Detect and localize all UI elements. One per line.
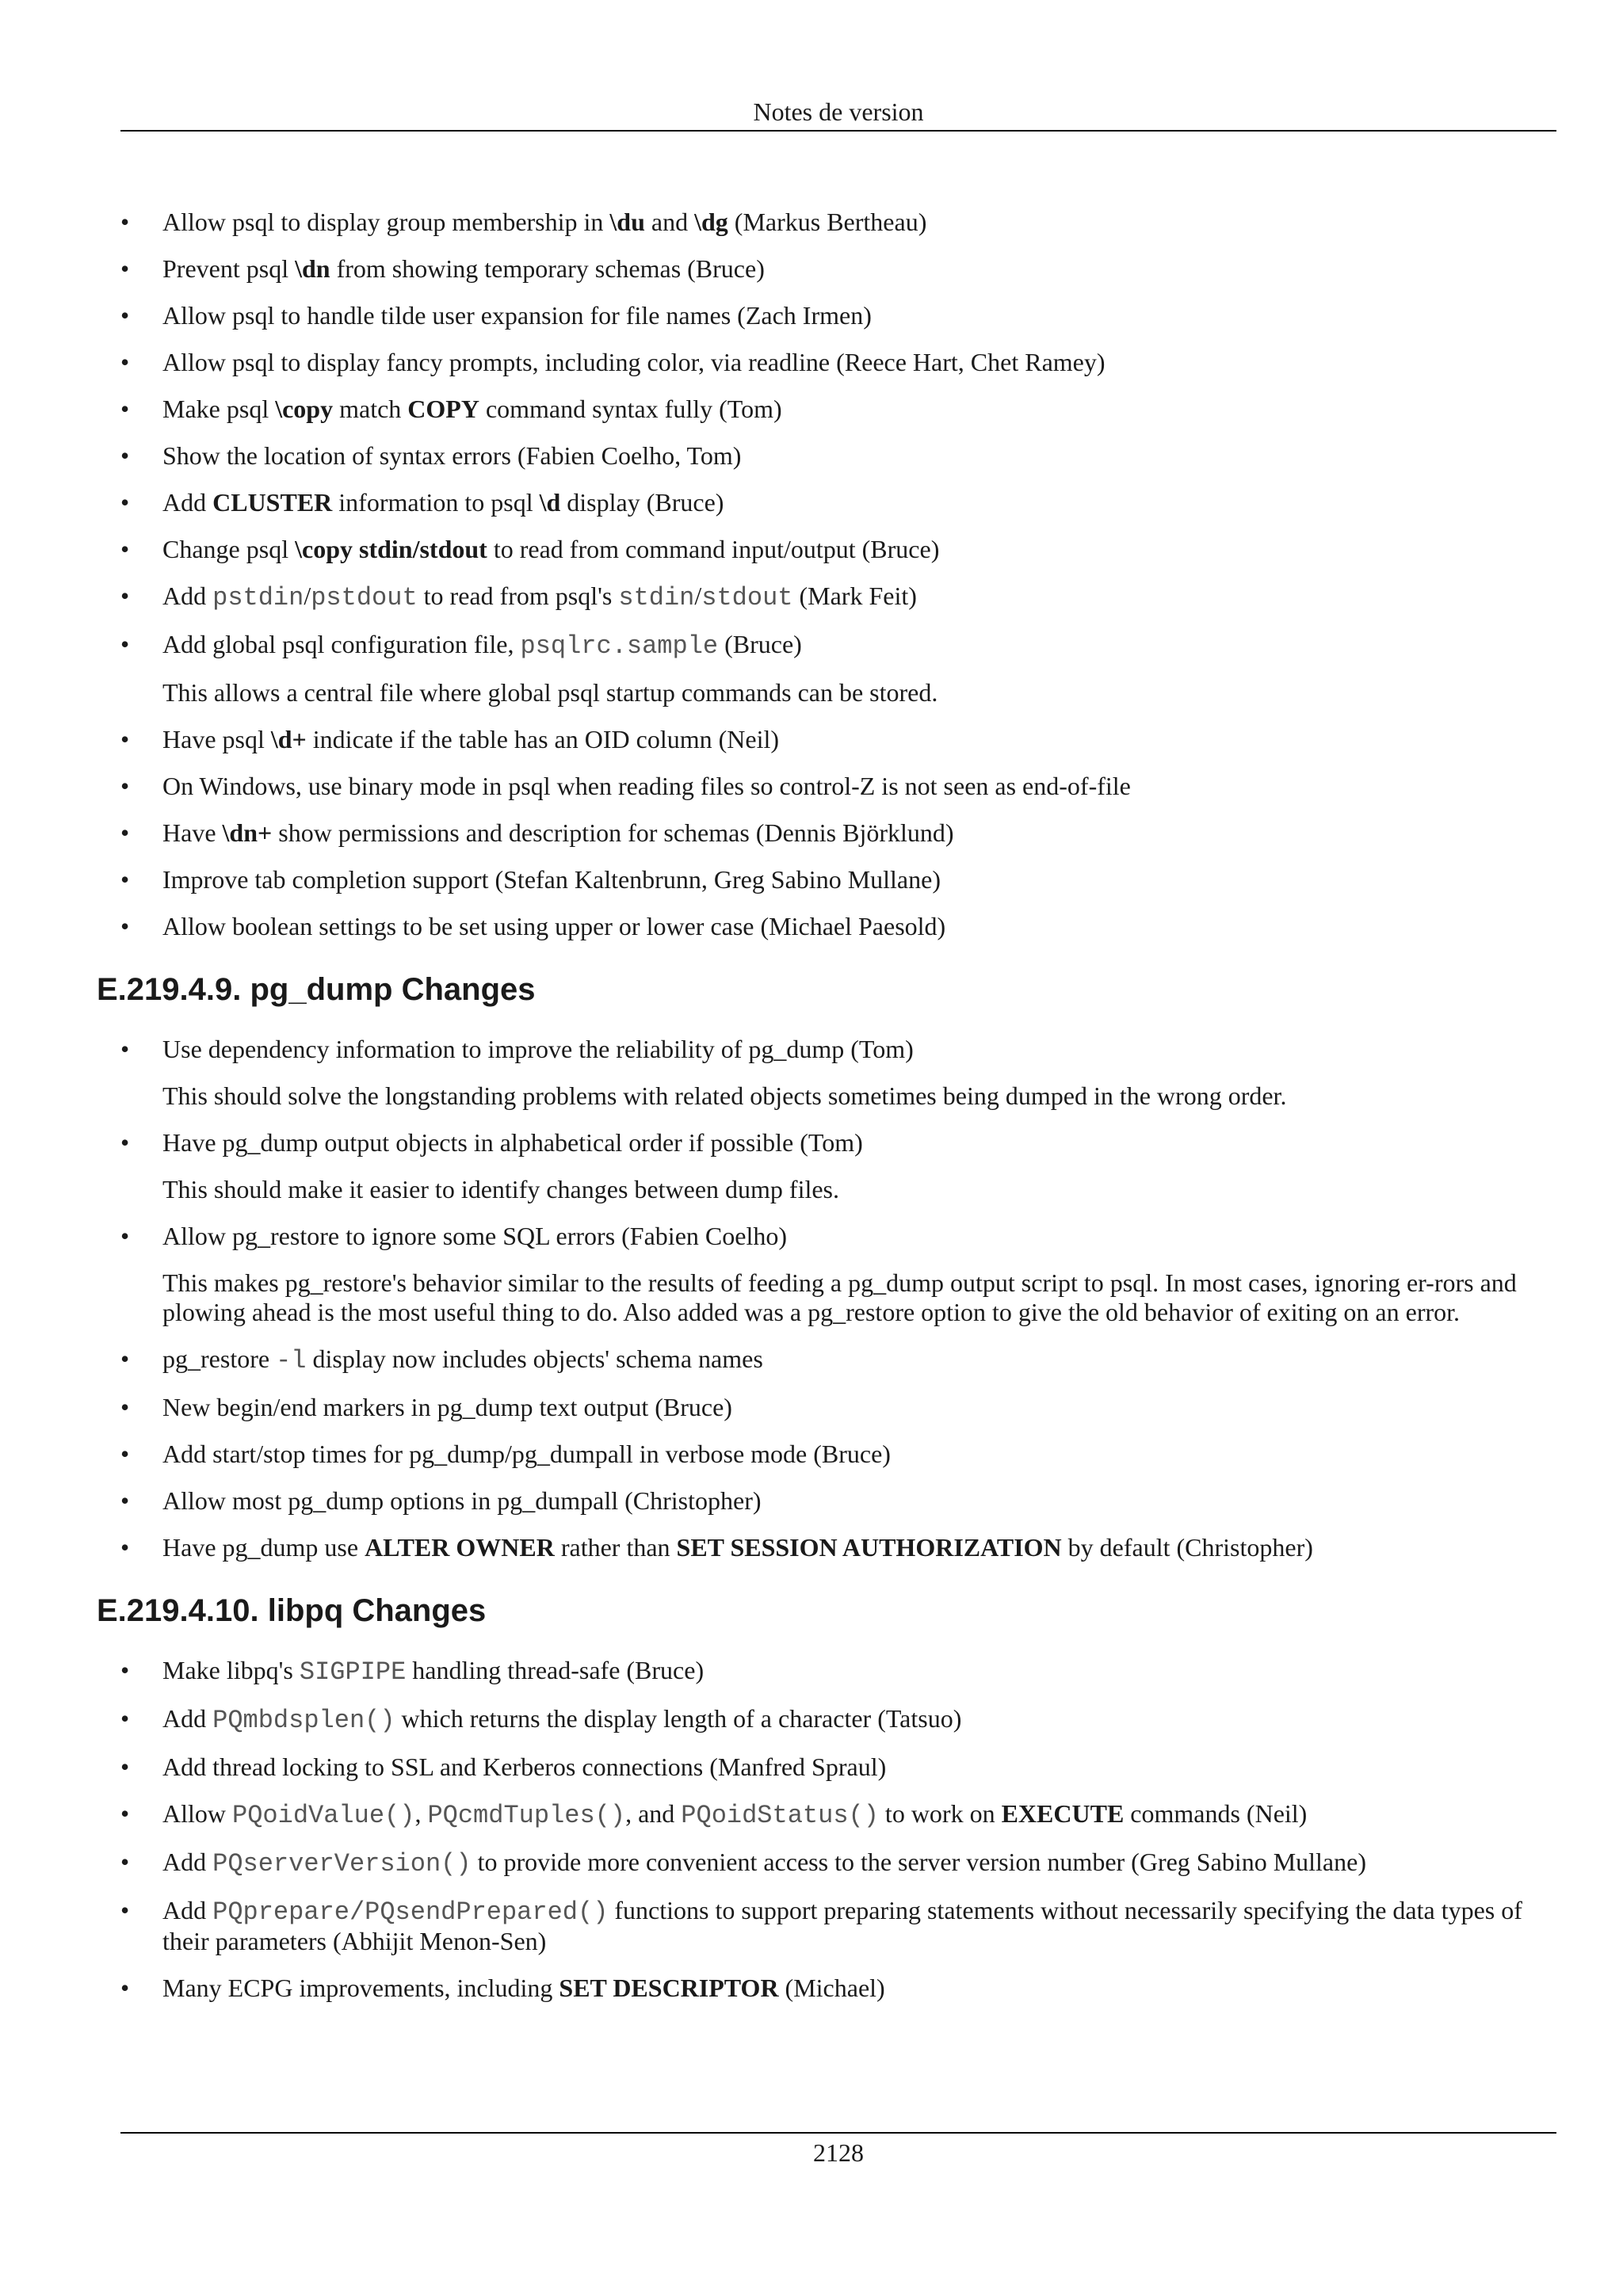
text-run: On Windows, use binary mode in psql when reading files so control-Z is not seen as end-of-file [162,772,1131,800]
item-text [162,1486,762,1515]
item-text [162,630,802,661]
list-item [120,725,1556,754]
text-run: command syntax fully (Tom) [479,395,782,423]
text-run: Improve tab completion support (Stefan Kaltenbrunn, Greg Sabino Mullane) [162,865,941,894]
command-name: SET DESCRIPTOR [559,1974,779,2002]
bullet-icon: • [120,1974,130,2002]
bullet-icon: • [120,1533,130,1562]
text-run: display (Bruce) [560,488,724,517]
text-run: Add [162,488,213,517]
text-run: Add thread locking to SSL and Kerberos connections (Manfred Spraul) [162,1753,887,1781]
bullet-icon: • [120,395,130,423]
bullet-icon: • [120,488,130,517]
command-name: COPY [407,395,479,423]
code-literal: PQoidValue() [232,1801,415,1830]
text-run: information to psql [332,488,540,517]
list-item [120,1393,1556,1422]
item-text [162,301,872,330]
item-text [162,865,941,894]
bullet-icon: • [120,1848,130,1876]
text-run: functions to support preparing statements without necessarily specifying the data types of their parameters (Abhijit Menon-Sen) [162,1896,1522,1955]
code-literal: SIGPIPE [299,1657,407,1687]
text-run: Allow most pg_dump options in pg_dumpall (Christopher) [162,1486,762,1515]
text-run: to provide more convenient access to the server version number (Greg Sabino Mullane) [471,1848,1366,1876]
text-run: / [304,582,311,610]
code-literal: psqlrc.sample [520,631,719,661]
item-text [162,348,1106,376]
list-item [120,1799,1556,1830]
text-run: (Bruce) [718,630,802,658]
list-item [120,488,1556,517]
text-run: Allow boolean settings to be set using upper or lower case (Michael Paesold) [162,912,946,940]
text-run: indicate if the table has an OID column (Neil) [306,725,780,753]
list-item [120,1704,1556,1735]
item-note: This should solve the longstanding problems with related objects sometimes being dumped in the wrong order. [162,1081,1287,1110]
command-name: \dg [694,208,728,236]
command-name: \copy stdin/stdout [295,535,487,563]
item-text [162,535,939,563]
bullet-icon: • [120,1035,130,1063]
item-note: This should make it easier to identify changes between dump files. [162,1175,839,1203]
text-run: Add [162,582,213,610]
text-run: , and [625,1799,682,1828]
list-item [120,1222,1556,1327]
list-item [120,254,1556,284]
list-item [120,348,1556,377]
item-text [162,1344,763,1373]
code-literal: PQserverVersion() [212,1849,472,1878]
text-run: by default (Christopher) [1061,1533,1313,1562]
release-note-list [120,1035,1556,1562]
bullet-icon: • [120,1486,130,1515]
item-text [162,1533,1313,1562]
section-heading: E.219.4.10. libpq Changes [97,1593,487,1628]
list-item [120,865,1556,894]
text-run: (Mark Feit) [792,582,917,610]
text-run: Allow psql to display group membership in [162,208,610,236]
item-text [162,1128,863,1157]
page-header [120,93,1556,132]
list-item [120,630,1556,707]
release-note-list [120,208,1556,941]
item-text [162,772,1131,800]
item-text [162,912,945,940]
list-item [120,1128,1556,1204]
list-item [120,1440,1556,1469]
bullet-icon: • [120,348,130,376]
header-title: Notes de version [753,97,924,126]
item-text [162,488,724,517]
item-text [162,725,779,753]
bullet-icon: • [120,1656,130,1684]
item-text [162,441,741,470]
list-item [120,441,1556,471]
text-run: Have [162,818,223,847]
code-literal: PQmbdsplen() [212,1706,395,1735]
list-item [120,818,1556,848]
text-run: Use dependency information to improve the reliability of pg_dump (Tom) [162,1035,914,1063]
command-name: \dn+ [222,818,273,847]
list-item [120,535,1556,564]
bullet-icon: • [120,772,130,800]
text-run: Have pg_dump use [162,1533,365,1562]
command-name: \d [539,488,561,517]
item-text [162,1656,705,1687]
text-run: to read from psql's [417,582,619,610]
bullet-icon: • [120,1222,130,1250]
bullet-icon: • [120,865,130,894]
text-run: Many ECPG improvements, including [162,1974,559,2002]
code-literal: -l [276,1346,307,1375]
bullet-icon: • [120,1440,130,1468]
text-run: rather than [554,1533,677,1562]
text-run: Prevent psql [162,254,296,283]
text-run: from showing temporary schemas (Bruce) [330,254,765,283]
text-run: Add [162,1848,213,1876]
list-item [120,301,1556,330]
item-text [162,1704,961,1733]
code-literal: stdin [618,583,695,612]
bullet-icon: • [120,912,130,940]
bullet-icon: • [120,441,130,470]
item-text [162,1222,787,1250]
code-literal: PQprepare/PQsendPrepared() [212,1897,609,1927]
list-item [120,1896,1556,1956]
list-item [120,772,1556,801]
item-text [162,1035,914,1063]
text-run: Add start/stop times for pg_dump/pg_dumpall in verbose mode (Bruce) [162,1440,891,1468]
text-run: , [414,1799,428,1828]
bullet-icon: • [120,254,130,283]
bullet-icon: • [120,630,130,658]
item-note: This allows a central file where global psql startup commands can be stored. [162,678,938,707]
text-run: Allow psql to display fancy prompts, including color, via readline (Reece Hart, Chet Ramey) [162,348,1106,376]
item-text [162,1848,1366,1876]
text-run: pg_restore [162,1344,277,1373]
item-text [162,1799,1307,1828]
list-item [120,208,1556,237]
bullet-icon: • [120,535,130,563]
code-literal: PQoidStatus() [681,1801,879,1830]
code-literal: pstdout [311,583,418,612]
item-text [162,208,926,236]
bullet-icon: • [120,301,130,330]
list-item [120,1486,1556,1516]
command-name: \d+ [270,725,307,753]
item-text [162,254,765,283]
code-literal: pstdin [212,583,304,612]
text-run: handling thread-safe (Bruce) [406,1656,705,1684]
text-run: Change psql [162,535,296,563]
bullet-icon: • [120,208,130,236]
item-text [162,1440,891,1468]
command-name: \copy [275,395,334,423]
list-item [120,582,1556,612]
text-run: Show the location of syntax errors (Fabien Coelho, Tom) [162,441,742,470]
item-text [162,1753,886,1781]
item-note: This makes pg_restore's behavior similar to the results of feeding a pg_dump output script to psql. In most cases, ignoring er-rors and plowing ahead is the most useful thing to do. Also added was a pg_restore option to give the old behavior of exiting on an error. [162,1268,1517,1326]
command-name: \du [609,208,645,236]
text-run: Allow [162,1799,232,1828]
command-name: SET SESSION AUTHORIZATION [676,1533,1062,1562]
text-run: (Markus Bertheau) [727,208,927,236]
text-run: Add [162,1704,213,1733]
item-text [162,582,917,610]
code-literal: stdout [701,583,793,612]
list-item [120,1656,1556,1687]
text-run: (Michael) [778,1974,885,2002]
text-run: Make libpq's [162,1656,300,1684]
list-item [120,1974,1556,2003]
text-run: and [644,208,695,236]
text-run: display now includes objects' schema names [306,1344,763,1373]
bullet-icon: • [120,1896,130,1924]
bullet-icon: • [120,1393,130,1421]
bullet-icon: • [120,1344,130,1373]
command-name: CLUSTER [212,488,333,517]
text-run: Add global psql configuration file, [162,630,521,658]
item-text [162,1974,885,2002]
bullet-icon: • [120,818,130,847]
bullet-icon: • [120,1799,130,1828]
text-run: match [333,395,408,423]
text-run: Make psql [162,395,276,423]
page-content [97,208,1556,2020]
bullet-icon: • [120,582,130,610]
code-literal: PQcmdTuples() [427,1801,626,1830]
list-item [120,912,1556,941]
text-run: Allow pg_restore to ignore some SQL errors (Fabien Coelho) [162,1222,787,1250]
list-item [120,395,1556,424]
list-item [120,1848,1556,1878]
text-run: commands (Neil) [1124,1799,1308,1828]
item-text [162,395,782,423]
text-run: to read from command input/output (Bruce) [487,535,940,563]
bullet-icon: • [120,1753,130,1781]
list-item [120,1344,1556,1375]
text-run: / [694,582,702,610]
text-run: show permissions and description for schemas (Dennis Björklund) [272,818,954,847]
list-item [120,1035,1556,1111]
list-item [120,1533,1556,1562]
bullet-icon: • [120,1704,130,1733]
page-number: 2128 [813,2138,864,2167]
item-text [162,818,954,847]
command-name: ALTER OWNER [365,1533,555,1562]
list-item [120,1753,1556,1782]
release-note-list [120,1656,1556,2003]
page-footer [120,2132,1556,2168]
item-text [162,1896,1522,1955]
text-run: which returns the display length of a character (Tatsuo) [395,1704,962,1733]
command-name: EXECUTE [1001,1799,1125,1828]
text-run: Have psql [162,725,271,753]
command-name: \dn [295,254,330,283]
text-run: to work on [878,1799,1002,1828]
item-text [162,1393,732,1421]
text-run: Have pg_dump output objects in alphabetical order if possible (Tom) [162,1128,863,1157]
text-run: Allow psql to handle tilde user expansion for file names (Zach Irmen) [162,301,872,330]
section-heading: E.219.4.9. pg_dump Changes [97,972,536,1007]
bullet-icon: • [120,1128,130,1157]
text-run: New begin/end markers in pg_dump text output (Bruce) [162,1393,732,1421]
bullet-icon: • [120,725,130,753]
text-run: Add [162,1896,213,1924]
